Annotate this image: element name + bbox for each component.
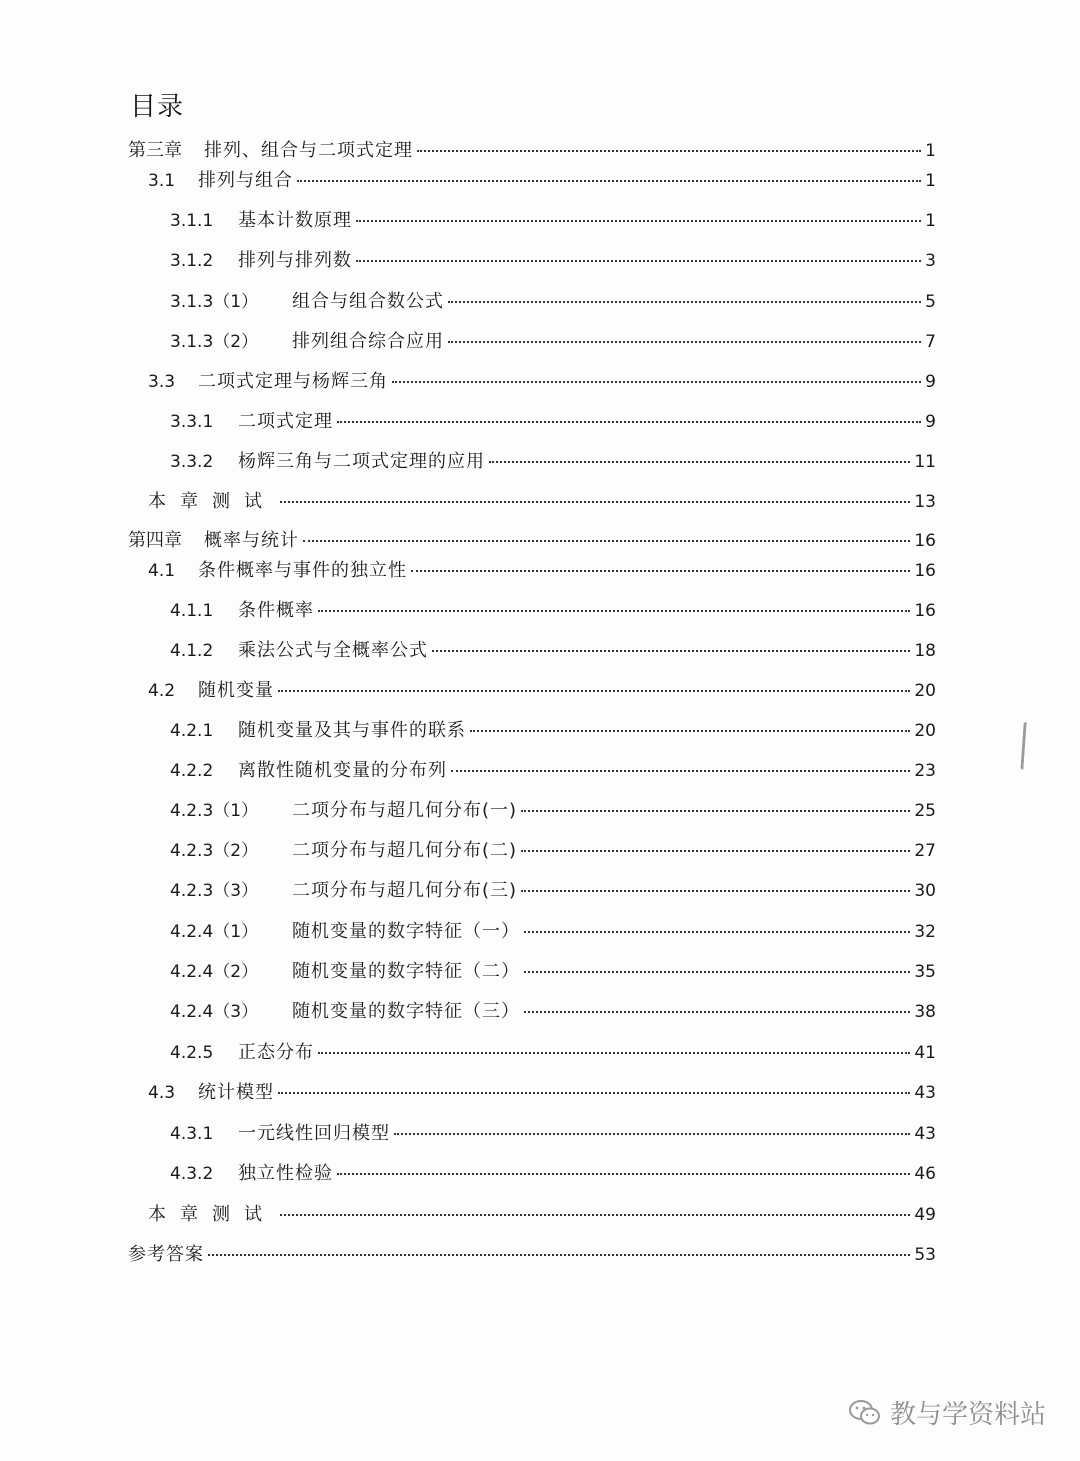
toc-entry-subsection[interactable] — [170, 997, 936, 1023]
toc-entry-section[interactable] — [148, 556, 936, 582]
toc-entry-label: 本章测试 — [148, 1204, 276, 1225]
dot-leader — [524, 931, 910, 933]
toc-entry-label: 统计模型 — [198, 1082, 274, 1103]
toc-entry-label: 二项式定理与杨辉三角 — [198, 371, 388, 392]
toc-entry-label: 基本计数原理 — [238, 210, 352, 231]
dot-leader — [278, 1092, 910, 1094]
dot-leader — [524, 971, 910, 973]
toc-entry-number: 4.2.5 — [170, 1043, 214, 1063]
toc-entry-page: 41 — [914, 1043, 936, 1063]
toc-entry-number: 4.2.2 — [170, 761, 214, 781]
dot-leader — [521, 890, 910, 892]
toc-entry-number: 4.2.1 — [170, 721, 214, 741]
toc-entry-page: 16 — [914, 531, 936, 551]
dot-leader — [280, 501, 910, 503]
toc-entry-page: 20 — [914, 681, 936, 701]
toc-entry-section[interactable] — [148, 166, 936, 192]
toc-entry-subsection[interactable] — [170, 246, 936, 272]
dot-leader — [337, 421, 921, 423]
toc-entry-subsection[interactable] — [170, 796, 936, 822]
dot-leader — [208, 1254, 910, 1256]
dot-leader — [392, 381, 921, 383]
toc-entry-page: 25 — [914, 801, 936, 821]
toc-entry-number: 第三章 — [128, 140, 182, 161]
toc-entry-number: 4.2.4（2） — [170, 962, 259, 982]
dot-leader — [337, 1173, 910, 1175]
toc-entry-number: 4.2.3（2） — [170, 841, 259, 861]
toc-title: 目录 — [130, 92, 185, 122]
toc-entry-subsection[interactable] — [170, 407, 936, 433]
toc-entry-label: 参考答案 — [128, 1244, 204, 1265]
dot-leader — [303, 540, 910, 542]
toc-entry-label: 组合与组合数公式 — [292, 291, 444, 312]
toc-entry-page: 18 — [914, 641, 936, 661]
toc-entry-subsection[interactable] — [170, 756, 936, 782]
toc-entry-number: 3.1.3（2） — [170, 332, 259, 352]
toc-entry-subsection[interactable] — [170, 716, 936, 742]
dot-leader — [417, 150, 921, 152]
toc-entry-number: 3.1.1 — [170, 211, 214, 231]
toc-entry-label: 本章测试 — [148, 491, 276, 512]
toc-entry-subsection[interactable] — [170, 287, 936, 313]
toc-entry-subsection[interactable] — [170, 1119, 936, 1145]
toc-entry-label: 乘法公式与全概率公式 — [238, 640, 428, 661]
toc-entry-page: 9 — [925, 412, 936, 432]
toc-entry-page: 9 — [925, 372, 936, 392]
toc-entry-number: 3.3.2 — [170, 452, 214, 472]
toc-entry-label: 二项分布与超几何分布(一) — [292, 800, 518, 821]
toc-entry-subsection[interactable] — [170, 327, 936, 353]
toc-entry-answers[interactable] — [128, 1240, 936, 1266]
dot-leader — [356, 260, 921, 262]
toc-entry-label: 条件概率与事件的独立性 — [198, 560, 407, 581]
toc-entry-number: 4.1.1 — [170, 601, 214, 621]
toc-entry-subsection[interactable] — [170, 1038, 936, 1064]
toc-entry-page: 27 — [914, 841, 936, 861]
toc-entry-label: 随机变量的数字特征（三） — [292, 1001, 520, 1022]
toc-entry-subsection[interactable] — [170, 447, 936, 473]
toc-entry-subsection[interactable] — [170, 596, 936, 622]
toc-entry-number: 3.1.3（1） — [170, 292, 259, 312]
toc-entry-number: 4.3 — [148, 1083, 176, 1103]
toc-entry-section[interactable] — [148, 367, 936, 393]
scan-edge-mark — [1020, 722, 1030, 770]
toc-entry-number: 4.3.2 — [170, 1164, 214, 1184]
toc-entry-label: 随机变量 — [198, 680, 274, 701]
toc-entry-subsection[interactable] — [170, 876, 936, 902]
toc-entry-page: 35 — [914, 962, 936, 982]
toc-entry-number: 4.2.3（1） — [170, 801, 259, 821]
dot-leader — [432, 650, 910, 652]
toc-entry-number: 4.3.1 — [170, 1124, 214, 1144]
toc-entry-chapter-4[interactable] — [128, 526, 936, 552]
toc-entry-page: 5 — [925, 292, 936, 312]
toc-entry-page: 16 — [914, 601, 936, 621]
toc-entry-section[interactable] — [148, 1078, 936, 1104]
wechat-icon — [848, 1398, 882, 1428]
toc-entry-label: 随机变量的数字特征（一） — [292, 921, 520, 942]
toc-entry-subsection[interactable] — [170, 636, 936, 662]
toc-entry-label: 二项式定理 — [238, 411, 333, 432]
dot-leader — [451, 770, 910, 772]
toc-entry-page: 53 — [914, 1245, 936, 1265]
toc-entry-number: 第四章 — [128, 530, 182, 551]
toc-entry-number: 3.3.1 — [170, 412, 214, 432]
toc-entry-page: 1 — [925, 141, 936, 161]
toc-entry-page: 13 — [914, 492, 936, 512]
toc-entry-subsection[interactable] — [170, 1159, 936, 1185]
toc-entry-page: 20 — [914, 721, 936, 741]
toc-entry-label: 排列与排列数 — [238, 250, 352, 271]
toc-entry-number: 4.2.4（3） — [170, 1002, 259, 1022]
toc-entry-number: 4.1 — [148, 561, 176, 581]
toc-entry-number: 4.2 — [148, 681, 176, 701]
toc-entry-label: 离散性随机变量的分布列 — [238, 760, 447, 781]
toc-entry-chapter-3[interactable] — [128, 136, 936, 162]
toc-entry-section[interactable] — [148, 676, 936, 702]
toc-entry-number: 3.3 — [148, 372, 176, 392]
toc-entry-page: 30 — [914, 881, 936, 901]
toc-entry-page: 3 — [925, 251, 936, 271]
toc-entry-label: 随机变量及其与事件的联系 — [238, 720, 466, 741]
toc-entry-label: 二项分布与超几何分布(三) — [292, 880, 518, 901]
toc-entry-label: 排列、组合与二项式定理 — [204, 140, 413, 161]
toc-entry-page: 7 — [925, 332, 936, 352]
toc-entry-chapter-test[interactable] — [148, 487, 936, 513]
dot-leader — [521, 810, 910, 812]
toc-entry-number: 3.1.2 — [170, 251, 214, 271]
dot-leader — [318, 610, 910, 612]
toc-entry-label: 条件概率 — [238, 600, 314, 621]
toc-entry-label: 杨辉三角与二项式定理的应用 — [238, 451, 485, 472]
dot-leader — [297, 180, 921, 182]
toc-entry-label: 二项分布与超几何分布(二) — [292, 840, 518, 861]
toc-entry-number: 4.1.2 — [170, 641, 214, 661]
toc-entry-label: 独立性检验 — [238, 1163, 333, 1184]
toc-entry-page: 1 — [925, 171, 936, 191]
dot-leader — [470, 730, 910, 732]
toc-entry-page: 43 — [914, 1124, 936, 1144]
toc-entry-page: 16 — [914, 561, 936, 581]
toc-entry-chapter-test[interactable] — [148, 1200, 936, 1226]
dot-leader — [280, 1214, 910, 1216]
toc-entry-page: 1 — [925, 211, 936, 231]
toc-entry-number: 4.2.4（1） — [170, 922, 259, 942]
toc-entry-subsection[interactable] — [170, 957, 936, 983]
toc-entry-page: 49 — [914, 1205, 936, 1225]
toc-entry-page: 11 — [914, 452, 936, 472]
dot-leader — [411, 570, 910, 572]
toc-entry-number: 3.1 — [148, 171, 176, 191]
toc-entry-label: 排列组合综合应用 — [292, 331, 444, 352]
toc-entry-label: 一元线性回归模型 — [238, 1123, 390, 1144]
dot-leader — [394, 1133, 910, 1135]
toc-entry-page: 38 — [914, 1002, 936, 1022]
dot-leader — [318, 1052, 910, 1054]
toc-entry-page: 46 — [914, 1164, 936, 1184]
toc-entry-label: 排列与组合 — [198, 170, 293, 191]
dot-leader — [489, 461, 910, 463]
toc-entry-label: 概率与统计 — [204, 530, 299, 551]
toc-entry-subsection[interactable] — [170, 206, 936, 232]
toc-entry-subsection[interactable] — [170, 836, 936, 862]
toc-entry-number: 4.2.3（3） — [170, 881, 259, 901]
toc-entry-page: 32 — [914, 922, 936, 942]
watermark — [848, 1394, 1046, 1431]
toc-entry-page: 43 — [914, 1083, 936, 1103]
dot-leader — [524, 1011, 910, 1013]
dot-leader — [356, 220, 921, 222]
toc-entry-label: 随机变量的数字特征（二） — [292, 961, 520, 982]
toc-entry-page: 23 — [914, 761, 936, 781]
dot-leader — [448, 341, 921, 343]
dot-leader — [448, 301, 921, 303]
dot-leader — [278, 690, 910, 692]
toc-entry-label: 正态分布 — [238, 1042, 314, 1063]
watermark-text: 教与学资料站 — [889, 1400, 1046, 1430]
dot-leader — [521, 850, 910, 852]
toc-entry-subsection[interactable] — [170, 917, 936, 943]
